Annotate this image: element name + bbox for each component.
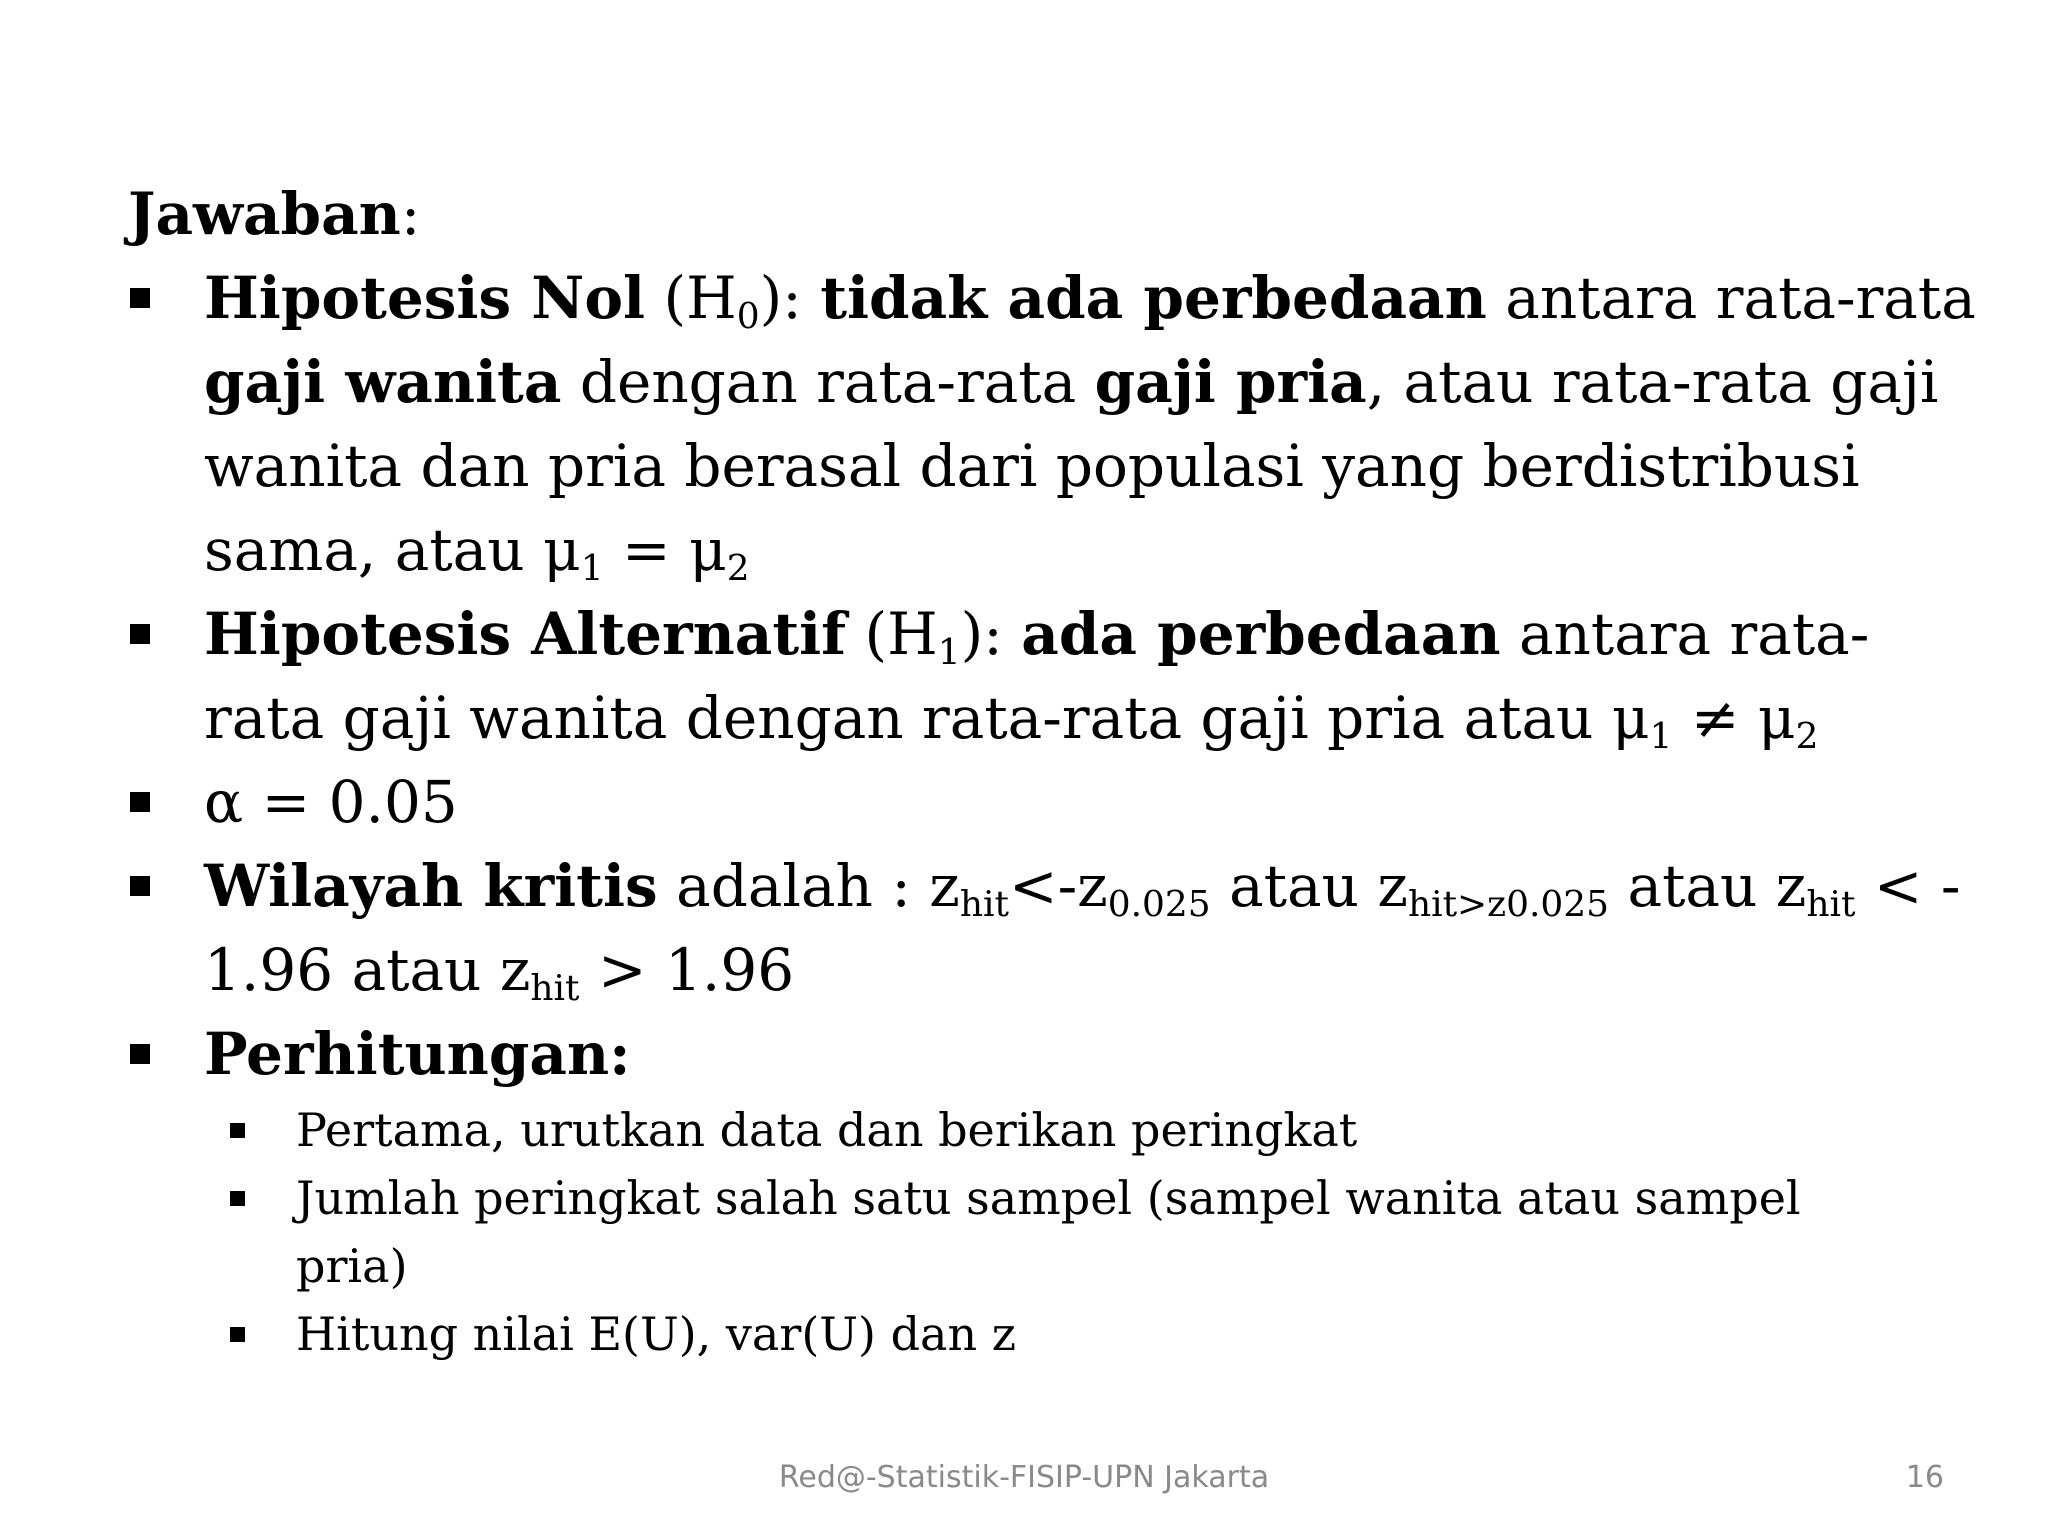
- calculation-step: [228, 1096, 1948, 1164]
- critical-region-label: Wilayah kritis: [204, 852, 658, 920]
- footer-text: Red@-Statistik-FISIP-UPN Jakarta: [778, 1460, 1270, 1495]
- text-run: ):: [759, 264, 821, 332]
- text-line: [204, 844, 1961, 928]
- text-line: [204, 340, 1948, 424]
- square-bullet-icon: [230, 1123, 245, 1138]
- slide-content: [128, 172, 1976, 1368]
- calculation-step-text: pria): [296, 1239, 408, 1293]
- answer-heading-colon: :: [400, 180, 421, 248]
- null-hypothesis-item: [128, 256, 1976, 592]
- calculation-step: [228, 1164, 1948, 1300]
- square-bullet-icon: [130, 624, 150, 644]
- square-bullet-icon: [130, 876, 150, 896]
- subscript: hit: [530, 968, 580, 1010]
- text-line: [204, 676, 1948, 760]
- subscript: hit: [1806, 884, 1856, 926]
- text-run: = μ: [603, 516, 727, 584]
- text-run: , atau rata-rata gaji: [1366, 348, 1939, 416]
- subscript: 2: [726, 548, 750, 590]
- text-run: ≠ μ: [1672, 684, 1796, 752]
- calculation-step-text: Pertama, urutkan data dan berikan peringkat: [296, 1103, 1358, 1157]
- text-run: rata gaji wanita dengan rata-rata gaji pria atau μ: [204, 684, 1650, 752]
- square-bullet-icon: [130, 288, 150, 308]
- text-line: [204, 1012, 1948, 1096]
- calculation-item: [128, 1012, 1948, 1096]
- text-run: ):: [960, 600, 1022, 668]
- text-run: sama, atau μ: [204, 516, 581, 584]
- text-line: [204, 592, 1948, 676]
- subscript: 2: [1795, 716, 1819, 758]
- text-run: atau z: [1210, 852, 1408, 920]
- text-run: (H: [645, 264, 737, 332]
- subscript: 0.025: [1107, 884, 1211, 926]
- emphasis-text: ada perbedaan: [1021, 600, 1501, 668]
- answer-heading: [128, 172, 1948, 256]
- text-run: > 1.96: [579, 936, 795, 1004]
- alternative-hypothesis-item: [128, 592, 1948, 760]
- null-hypothesis-label: Hipotesis Nol: [204, 264, 646, 332]
- alpha-value: α = 0.05: [204, 768, 458, 836]
- text-line: wanita dan pria berasal dari populasi yang berdistribusi: [204, 432, 1860, 500]
- subscript: 1: [1649, 716, 1673, 758]
- subscript: 1: [580, 548, 604, 590]
- subscript: hit>z0.025: [1407, 884, 1610, 926]
- text-run: <-z: [1008, 852, 1108, 920]
- text-run: atau z: [1609, 852, 1807, 920]
- text-run: (H: [846, 600, 938, 668]
- subscript: 1: [937, 632, 961, 674]
- square-bullet-icon: [130, 792, 150, 812]
- text-run: antara rata-rata: [1486, 264, 1976, 332]
- text-run: < -: [1855, 852, 1961, 920]
- text-run: dengan rata-rata: [561, 348, 1095, 416]
- calculation-step-text: Jumlah peringkat salah satu sampel (sampel wanita atau sampel: [296, 1171, 1801, 1225]
- text-line: [204, 508, 1948, 592]
- subscript: hit: [959, 884, 1009, 926]
- text-run: adalah : z: [657, 852, 960, 920]
- emphasis-text: gaji pria: [1094, 348, 1367, 416]
- square-bullet-icon: [130, 1044, 150, 1064]
- calculation-step-text: Hitung nilai E(U), var(U) dan z: [296, 1307, 1016, 1361]
- calculation-label: Perhitungan:: [204, 1020, 631, 1088]
- critical-region-item: [128, 844, 1961, 1012]
- emphasis-text: gaji wanita: [204, 348, 562, 416]
- page-number: 16: [1905, 1460, 1944, 1495]
- alternative-hypothesis-label: Hipotesis Alternatif: [204, 600, 847, 668]
- square-bullet-icon: [230, 1327, 245, 1342]
- alpha-item: [128, 760, 1948, 844]
- answer-heading-label: Jawaban: [128, 180, 401, 248]
- text-line: [204, 256, 1976, 340]
- text-run: antara rata-: [1500, 600, 1870, 668]
- subscript: 0: [736, 296, 760, 338]
- text-line: [204, 928, 1948, 1012]
- text-run: 1.96 atau z: [204, 936, 531, 1004]
- calculation-step: [228, 1300, 1948, 1368]
- emphasis-text: tidak ada perbedaan: [820, 264, 1487, 332]
- square-bullet-icon: [230, 1191, 245, 1206]
